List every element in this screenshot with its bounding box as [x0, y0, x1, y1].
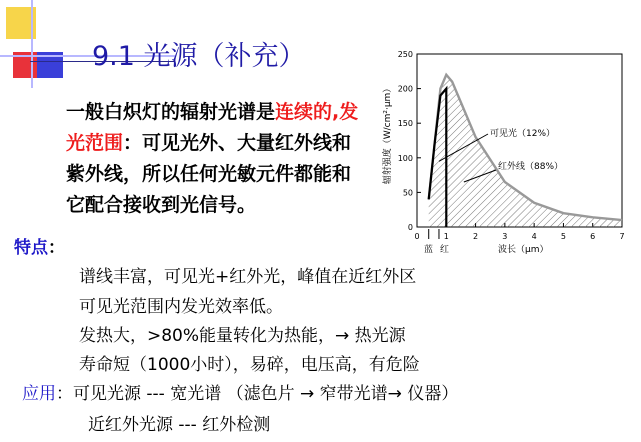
chart-x-axis-label: 波长（μm）	[498, 245, 549, 255]
features-label: 特点：	[14, 238, 65, 258]
annotation-red: 红	[440, 245, 450, 255]
chart-y-tick-label: 0	[407, 223, 413, 232]
chart-y-tick-label: 100	[397, 153, 413, 163]
annotation-infrared: 红外线（88%）	[498, 162, 564, 172]
chart-y-tick-label: 50	[402, 188, 413, 198]
intro-text-2: ：可见光外、大量红外线和紫外线，所以任何光敏元件都能和它配合接收到光信号。	[66, 132, 352, 216]
application-line: 应用：可见光源 --- 宽光谱 （滤色片 → 窄带光谱→ 仪器）	[22, 384, 459, 404]
chart-x-tick-label: 7	[619, 232, 625, 241]
intro-text-1: 一般白炽灯的辐射光谱是	[66, 101, 276, 123]
chart-x-tick-label: 3	[502, 232, 508, 241]
intro-highlight-continuous: 连续的,	[275, 101, 340, 123]
feature-item: 发热大，>80%能量转化为热能，→ 热光源	[79, 326, 406, 346]
intro-paragraph	[66, 97, 366, 221]
chart-x-tick-label: 2	[473, 232, 479, 241]
page-title: 9.1 光源（补充）	[92, 41, 306, 72]
chart-y-tick-label: 250	[397, 50, 413, 59]
logo-line-vertical	[31, 0, 33, 88]
feature-item: 寿命短（1000小时），易碎，电压高，有危险	[79, 355, 420, 375]
feature-item: 谱线丰富，可见光+红外光，峰值在近红外区	[79, 267, 417, 287]
chart-y-tick-label: 150	[397, 119, 413, 129]
application-label: 应用	[22, 384, 56, 404]
application-line-2: 近红外光源 --- 红外检测	[88, 415, 271, 435]
chart-y-axis-label: 辐射强度（W/cm²·μm）	[383, 83, 393, 185]
chart-x-tick-label: 1	[443, 232, 449, 241]
chart-y-tick-label: 200	[397, 84, 413, 94]
intro-highlight-range: 发光范围	[66, 101, 359, 154]
chart-x-tick-label: 0	[414, 232, 420, 241]
annotation-visible: 可见光（12%）	[490, 129, 556, 139]
chart-x-tick-label: 5	[560, 232, 566, 241]
spectrum-chart	[372, 44, 634, 264]
feature-item: 可见光范围内发光效率低。	[79, 297, 283, 317]
chart-x-tick-label: 6	[590, 232, 596, 241]
chart-x-tick-label: 4	[531, 232, 537, 241]
annotation-blue: 蓝	[424, 245, 434, 255]
